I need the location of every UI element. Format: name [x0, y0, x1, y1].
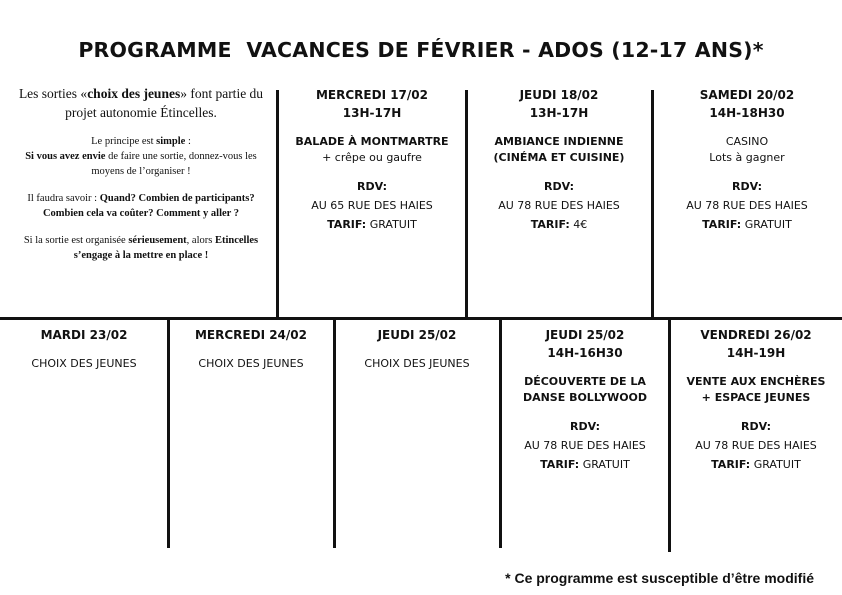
day-activity: CASINO	[725, 135, 769, 148]
footnote: * Ce programme est susceptible d’être modifié	[505, 570, 814, 586]
day-rdv-label: RDV:	[356, 180, 388, 193]
intro-principle: Le principe est simple : Si vous avez envie de faire une sortie, donnez-vous les moyens de l’organiser !	[25, 136, 257, 177]
day-tarif: TARIF: 4€	[530, 218, 588, 231]
day-tarif: TARIF: GRATUIT	[540, 458, 630, 471]
day-rdv-label: RDV:	[731, 180, 763, 193]
day-hours: 14H-19H	[726, 346, 786, 360]
divider-bottom-1	[167, 318, 170, 548]
intro-lead: Les sorties «choix des jeunes» font partie du projet autonomie Étincelles.	[18, 86, 264, 120]
intro-commitment: Si la sortie est organisée sérieusement, alors Etincelles s’engage à la mettre en place !	[23, 235, 259, 261]
day-tarif: TARIF: GRATUIT	[327, 218, 417, 231]
day-card	[470, 86, 648, 234]
day-rdv-label: RDV:	[569, 420, 601, 433]
day-tarif: TARIF: GRATUIT	[711, 458, 801, 471]
divider-bottom-3	[499, 318, 502, 548]
day-card	[4, 326, 164, 372]
day-activity: DÉCOUVERTE DE LA	[524, 375, 646, 388]
divider-top-3	[651, 90, 654, 318]
day-date: JEUDI 18/02	[519, 88, 599, 102]
day-activity-detail: (CINÉMA ET CUISINE)	[493, 151, 625, 164]
day-activity: CHOIX DES JEUNES	[364, 357, 470, 370]
intro-questions: Il faudra savoir : Quand? Combien de participants? Combien cela va coûter? Comment y aller ?	[27, 193, 255, 219]
day-address: AU 65 RUE DES HAIES	[311, 199, 433, 212]
day-date: JEUDI 25/02	[545, 328, 625, 342]
day-card	[337, 326, 497, 372]
day-activity-detail: + ESPACE JEUNES	[701, 391, 811, 404]
day-date: MERCREDI 24/02	[194, 328, 307, 342]
day-card	[503, 326, 667, 474]
day-activity: CHOIX DES JEUNES	[198, 357, 304, 370]
day-address: AU 78 RUE DES HAIES	[498, 199, 620, 212]
divider-bottom-4	[668, 318, 671, 552]
day-date: SAMEDI 20/02	[699, 88, 795, 102]
day-rdv-label: RDV:	[740, 420, 772, 433]
day-activity: BALADE À MONTMARTRE	[295, 135, 449, 148]
day-activity-detail: Lots à gagner	[709, 151, 785, 164]
day-card	[280, 86, 464, 234]
divider-top-1	[276, 90, 279, 318]
intro-panel	[10, 84, 272, 263]
day-hours: 13H-17H	[529, 106, 589, 120]
day-rdv-label: RDV:	[543, 180, 575, 193]
day-address: AU 78 RUE DES HAIES	[686, 199, 808, 212]
day-address: AU 78 RUE DES HAIES	[695, 439, 817, 452]
day-hours: 14H-18H30	[709, 106, 785, 120]
day-hours: 14H-16H30	[547, 346, 623, 360]
divider-bottom-2	[333, 318, 336, 548]
day-activity: CHOIX DES JEUNES	[31, 357, 137, 370]
day-address: AU 78 RUE DES HAIES	[524, 439, 646, 452]
horizontal-divider	[0, 317, 842, 320]
day-hours: 13H-17H	[342, 106, 402, 120]
day-date: JEUDI 25/02	[377, 328, 457, 342]
page-title: PROGRAMME VACANCES DE FÉVRIER - ADOS (12-17 ANS)*	[78, 38, 764, 62]
day-card	[171, 326, 331, 372]
day-card	[673, 326, 839, 474]
day-activity-detail: DANSE BOLLYWOOD	[522, 391, 648, 404]
day-activity-detail: + crêpe ou gaufre	[322, 151, 422, 164]
day-activity: VENTE AUX ENCHÈRES	[686, 375, 826, 388]
day-date: MERCREDI 17/02	[315, 88, 428, 102]
divider-top-2	[465, 90, 468, 318]
day-tarif: TARIF: GRATUIT	[702, 218, 792, 231]
day-activity: AMBIANCE INDIENNE	[494, 135, 624, 148]
day-date: MARDI 23/02	[40, 328, 128, 342]
day-card	[656, 86, 838, 234]
day-date: VENDREDI 26/02	[700, 328, 812, 342]
